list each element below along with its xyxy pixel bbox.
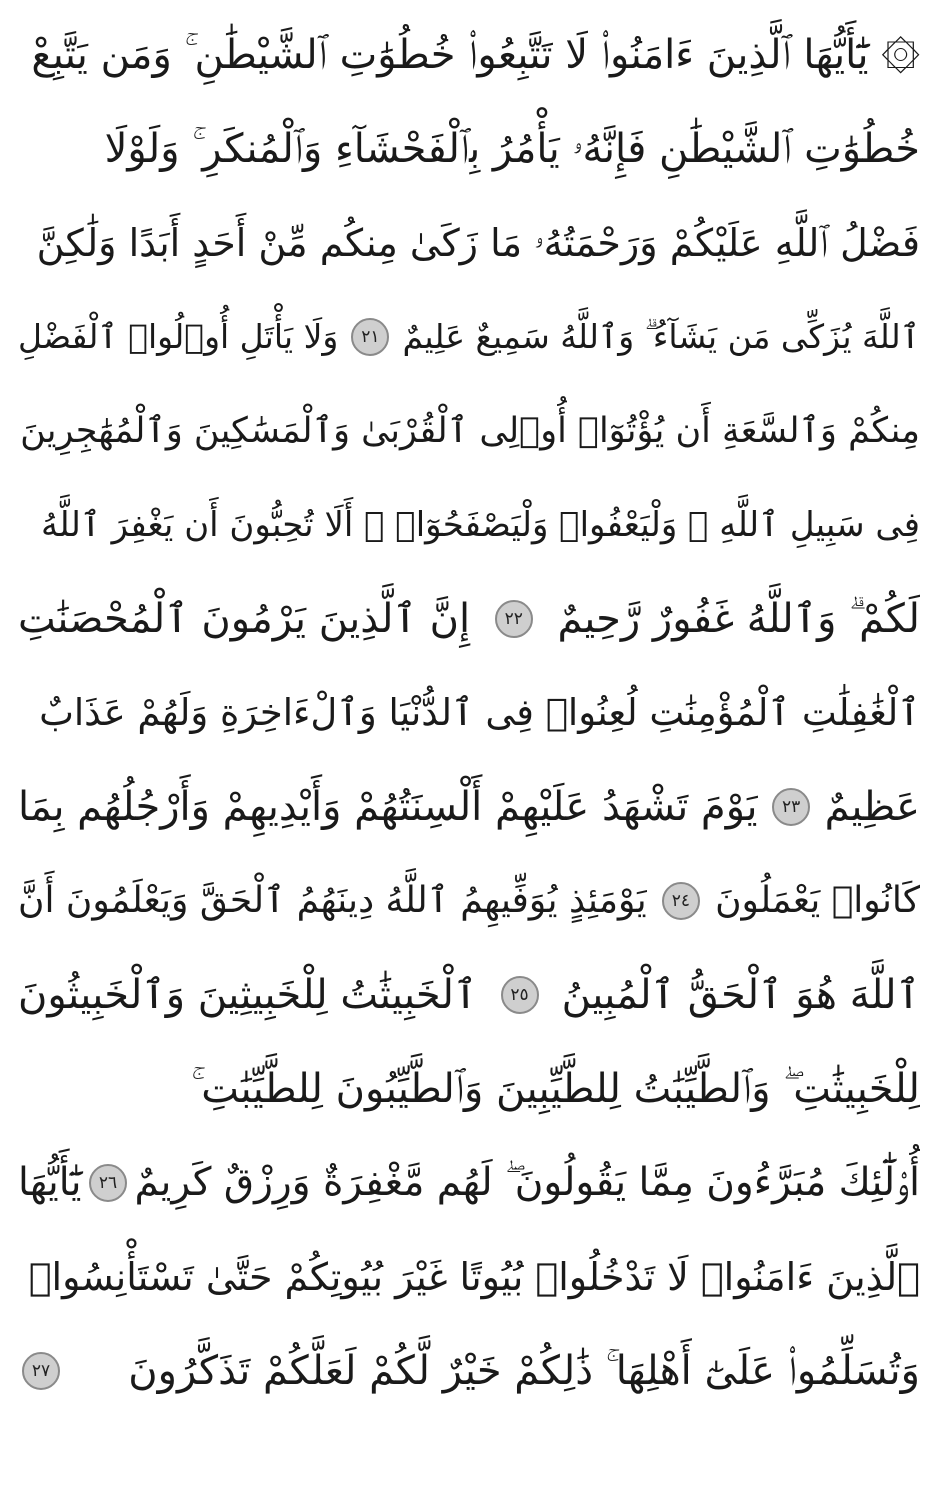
- text-line: [18, 666, 920, 760]
- text-line: [18, 8, 920, 102]
- verse-text: ٱلْخَبِيثَٰتُ لِلْخَبِيثِينَ وَٱلْخَبِيثُونَ: [18, 972, 478, 1018]
- verse-text: كَانُوا۟ يَعْمَلُونَ: [715, 880, 920, 921]
- verse-text: ٱللَّهَ يُزَكِّى مَن يَشَآءُ ۗ وَٱللَّهُ سَمِيعٌ عَلِيمٌ: [402, 317, 920, 356]
- text-line: [18, 1230, 920, 1324]
- verse-text: ٱلَّذِينَ ءَامَنُوا۟ لَا تَدْخُلُوا۟ بُيُوتًا غَيْرَ بُيُوتِكُمْ حَتَّىٰ تَسْتَأْنِسُوا۟: [28, 1255, 920, 1299]
- text-line: [18, 1136, 920, 1230]
- verse-text: عَظِيمٌ: [824, 784, 920, 830]
- verse-text: مِنكُمْ وَٱلسَّعَةِ أَن يُؤْتُوٓا۟ أُو۟لِى ٱلْقُرْبَىٰ وَٱلْمَسَٰكِينَ وَٱلْمُهَٰجِرِينَ: [20, 411, 920, 451]
- verse-text: خُطُوَٰتِ ٱلشَّيْطَٰنِ فَإِنَّهُۥ يَأْمُرُ بِٱلْفَحْشَآءِ وَٱلْمُنكَرِ ۚ وَلَوْلَا: [104, 126, 920, 172]
- ayah-number-marker: ٢٤: [662, 882, 700, 920]
- verse-text: فَضْلُ ٱللَّهِ عَلَيْكُمْ وَرَحْمَتُهُۥ مَا زَكَىٰ مِنكُم مِّنْ أَحَدٍ أَبَدًا وَلَٰكِنَّ: [36, 221, 920, 265]
- text-line: [18, 948, 920, 1042]
- verse-text: وَتُسَلِّمُوا۟ عَلَىٰٓ أَهْلِهَا ۚ ذَٰلِكُمْ خَيْرٌ لَّكُمْ لَعَلَّكُمْ تَذَكَّرُونَ: [128, 1348, 920, 1394]
- ayah-number-marker: ٢٣: [772, 788, 810, 826]
- verse-text: يَوْمَئِذٍ يُوَفِّيهِمُ ٱللَّهُ دِينَهُمُ ٱلْحَقَّ وَيَعْلَمُونَ أَنَّ: [18, 880, 647, 921]
- text-line: [18, 760, 920, 854]
- verse-text: فِى سَبِيلِ ٱللَّهِ ۖ وَلْيَعْفُوا۟ وَلْيَصْفَحُوٓا۟ ۗ أَلَا تُحِبُّونَ أَن يَغْفِرَ ٱللَّهُ: [41, 505, 920, 545]
- ayah-number-marker: ٢٦: [89, 1164, 127, 1202]
- text-line: [18, 1324, 920, 1418]
- ayah-number-marker: ٢٥: [501, 976, 539, 1014]
- text-line: [18, 196, 920, 290]
- text-line: [18, 1042, 920, 1136]
- verse-text: ٱلْغَٰفِلَٰتِ ٱلْمُؤْمِنَٰتِ لُعِنُوا۟ فِى ٱلدُّنْيَا وَٱلْءَاخِرَةِ وَلَهُمْ عَذَابٌ: [39, 691, 920, 734]
- verse-text: ۞ يَٰٓأَيُّهَا ٱلَّذِينَ ءَامَنُوا۟ لَا تَتَّبِعُوا۟ خُطُوَٰتِ ٱلشَّيْطَٰنِ ۚ وَمَن يَتَّبِعْ: [31, 32, 920, 78]
- text-line: [18, 384, 920, 478]
- verse-text: ٱللَّهَ هُوَ ٱلْحَقُّ ٱلْمُبِينُ: [561, 972, 920, 1018]
- verse-text: أُو۟لَٰٓئِكَ مُبَرَّءُونَ مِمَّا يَقُولُونَ ۖ لَهُم مَّغْفِرَةٌ وَرِزْقٌ كَرِيمٌ: [134, 1160, 920, 1205]
- text-line: [18, 102, 920, 196]
- text-line: [18, 290, 920, 384]
- verse-text: وَلَا يَأْتَلِ أُو۟لُوا۟ ٱلْفَضْلِ: [18, 317, 339, 356]
- ayah-number-marker: ٢٢: [495, 600, 533, 638]
- verse-text: يَٰٓأَيُّهَا: [18, 1160, 82, 1205]
- text-line: [18, 572, 920, 666]
- verse-text: لَكُمْ ۗ وَٱللَّهُ غَفُورٌ رَّحِيمٌ: [557, 596, 920, 642]
- text-line: [18, 478, 920, 572]
- verse-text: إِنَّ ٱلَّذِينَ يَرْمُونَ ٱلْمُحْصَنَٰتِ: [18, 596, 471, 642]
- ayah-number-marker: ٢٧: [22, 1352, 60, 1390]
- verse-text: يَوْمَ تَشْهَدُ عَلَيْهِمْ أَلْسِنَتُهُمْ وَأَيْدِيهِمْ وَأَرْجُلُهُم بِمَا: [18, 784, 758, 830]
- ayah-number-marker: ٢١: [351, 318, 389, 356]
- text-line: [18, 854, 920, 948]
- verse-text: لِلْخَبِيثَٰتِ ۖ وَٱلطَّيِّبَٰتُ لِلطَّيِّبِينَ وَٱلطَّيِّبُونَ لِلطَّيِّبَٰتِ ۚ: [191, 1066, 920, 1112]
